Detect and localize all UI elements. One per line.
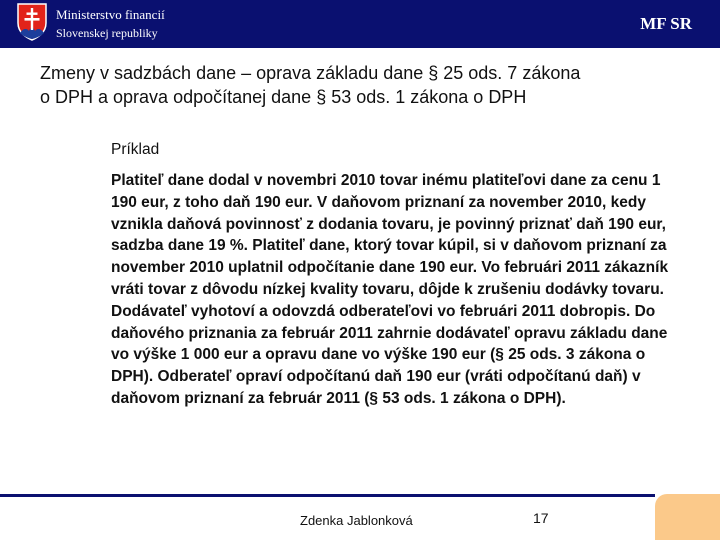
slide-title-line2: o DPH a oprava odpočítanej dane § 53 ods. 1 zákona o DPH — [40, 87, 527, 107]
header-bar — [0, 0, 720, 48]
footer-divider — [0, 494, 655, 497]
footer-author: Zdenka Jablonková — [300, 513, 413, 528]
page-number: 17 — [533, 510, 549, 526]
example-heading: Príklad — [111, 141, 160, 158]
ministry-name — [56, 6, 165, 42]
body-paragraph-1: Platiteľ dane dodal v novembri 2010 tovar inému platiteľovi dane za cenu 1 190 eur, z toho daň 190 eur. V daňovom priznaní za november 2010, kedy vznikla daňová povinnosť z dodania tovaru, je povinný priznať daň 190 eur, sadzba dane 19 %. Platiteľ dane, ktorý tovar kúpil, si v daňovom priznaní za november 2010 uplatnil odpočítanie dane 190 eur. Vo februári 2011 zákazník vráti tovar z dôvodu nízkej kvality tovaru, dôjde k zrušeniu dodávky tovaru. — [111, 172, 669, 298]
ministry-name-line1: Ministerstvo financií — [56, 7, 165, 22]
footer-corner-accent — [655, 494, 720, 540]
slide-body — [111, 170, 681, 410]
slide-title — [40, 61, 700, 109]
ministry-name-line2: Slovenskej republiky — [56, 26, 158, 40]
brand-label: MF SR — [640, 14, 692, 33]
slovak-coat-of-arms-icon — [17, 3, 47, 41]
body-paragraph-2: Dodávateľ vyhotoví a odovzdá odberateľovi vo februári 2011 dobropis. Do daňového priznania za február 2011 zahrnie dodávateľ opravu základu dane vo výške 1 000 eur a opravu dane vo výške 190 eur (§ 25 ods. 3 zákona o DPH). Odberateľ opraví odpočítanú daň 190 eur (vráti odpočítanú daň) v daňovom priznaní za február 2011 (§ 53 ods. 1 zákona o DPH). — [111, 302, 668, 407]
slide-title-line1: Zmeny v sadzbách dane – oprava základu dane § 25 ods. 7 zákona — [40, 63, 581, 83]
